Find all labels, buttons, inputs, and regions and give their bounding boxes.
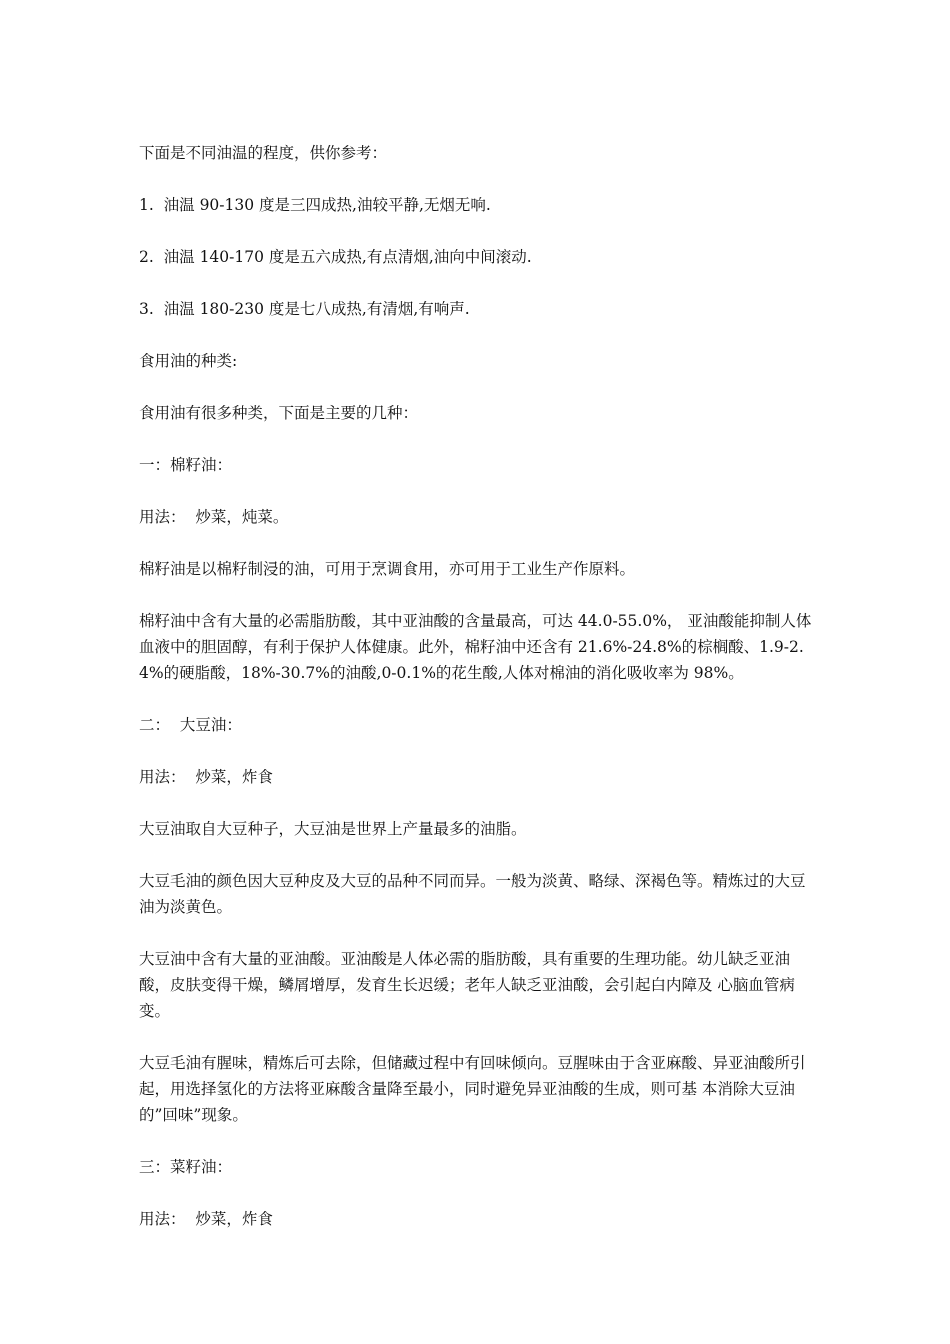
heading-rapeseed-oil: 三：菜籽油： [139,1158,233,1176]
cottonseed-description: 棉籽油是以棉籽制浸的油，可用于烹调食用，亦可用于工业生产作原料。 [139,560,636,578]
document-body [139,140,815,1258]
list-item-temp-3: 3. 油温 180-230 度是七八成热,有清烟,有响声. [139,300,470,318]
soybean-description: 大豆油取自大豆种子，大豆油是世界上产量最多的油脂。 [139,820,527,838]
soybean-color: 大豆毛油的颜色因大豆种皮及大豆的品种不同而异。一般为淡黄、略绿、深褐色等。精炼过的大豆油为淡黄色。 [139,872,806,916]
heading-soybean-oil: 二： 大豆油： [139,716,242,734]
list-item-temp-2: 2. 油温 140-170 度是五六成热,有点清烟,油向中间滚动. [139,248,532,266]
intro-oil-temperature: 下面是不同油温的程度，供你参考： [139,144,388,162]
soybean-flavor: 大豆毛油有腥味，精炼后可去除，但储藏过程中有回味倾向。豆腥味由于含亚麻酸、异亚油酸所引起，用选择氢化的方法将亚麻酸含量降至最小，同时避免异亚油酸的生成，则可基 本消除大豆油的”回味”现象。 [139,1054,806,1124]
list-item-temp-1: 1. 油温 90-130 度是三四成热,油较平静,无烟无响. [139,196,491,214]
oil-types-intro: 食用油有很多种类，下面是主要的几种： [139,404,419,422]
section-heading-oil-types: 食用油的种类: [139,352,238,370]
soybean-linoleic-acid: 大豆油中含有大量的亚油酸。亚油酸是人体必需的脂肪酸，具有重要的生理功能。幼儿缺乏亚油酸，皮肤变得干燥，鳞屑增厚，发育生长迟缓；老年人缺乏亚油酸，会引起白内障及 心脑血管病变。 [139,950,795,1020]
cottonseed-nutrition: 棉籽油中含有大量的必需脂肪酸，其中亚油酸的含量最高，可达 44.0-55.0%， 亚油酸能抑制人体血液中的胆固醇，有利于保护人体健康。此外，棉籽油中还含有 21.6%-24.8%的棕榈酸、1.9-2.4%的硬脂酸，18%-30.7%的油酸,0-0.1%的花生酸,人体对棉油的消化吸收率为 98%。 [139,612,812,682]
rapeseed-usage: 用法： 炒菜，炸食 [139,1210,273,1228]
soybean-usage: 用法： 炒菜，炸食 [139,768,273,786]
heading-cottonseed-oil: 一：棉籽油： [139,456,233,474]
cottonseed-usage: 用法： 炒菜，炖菜。 [139,508,289,526]
